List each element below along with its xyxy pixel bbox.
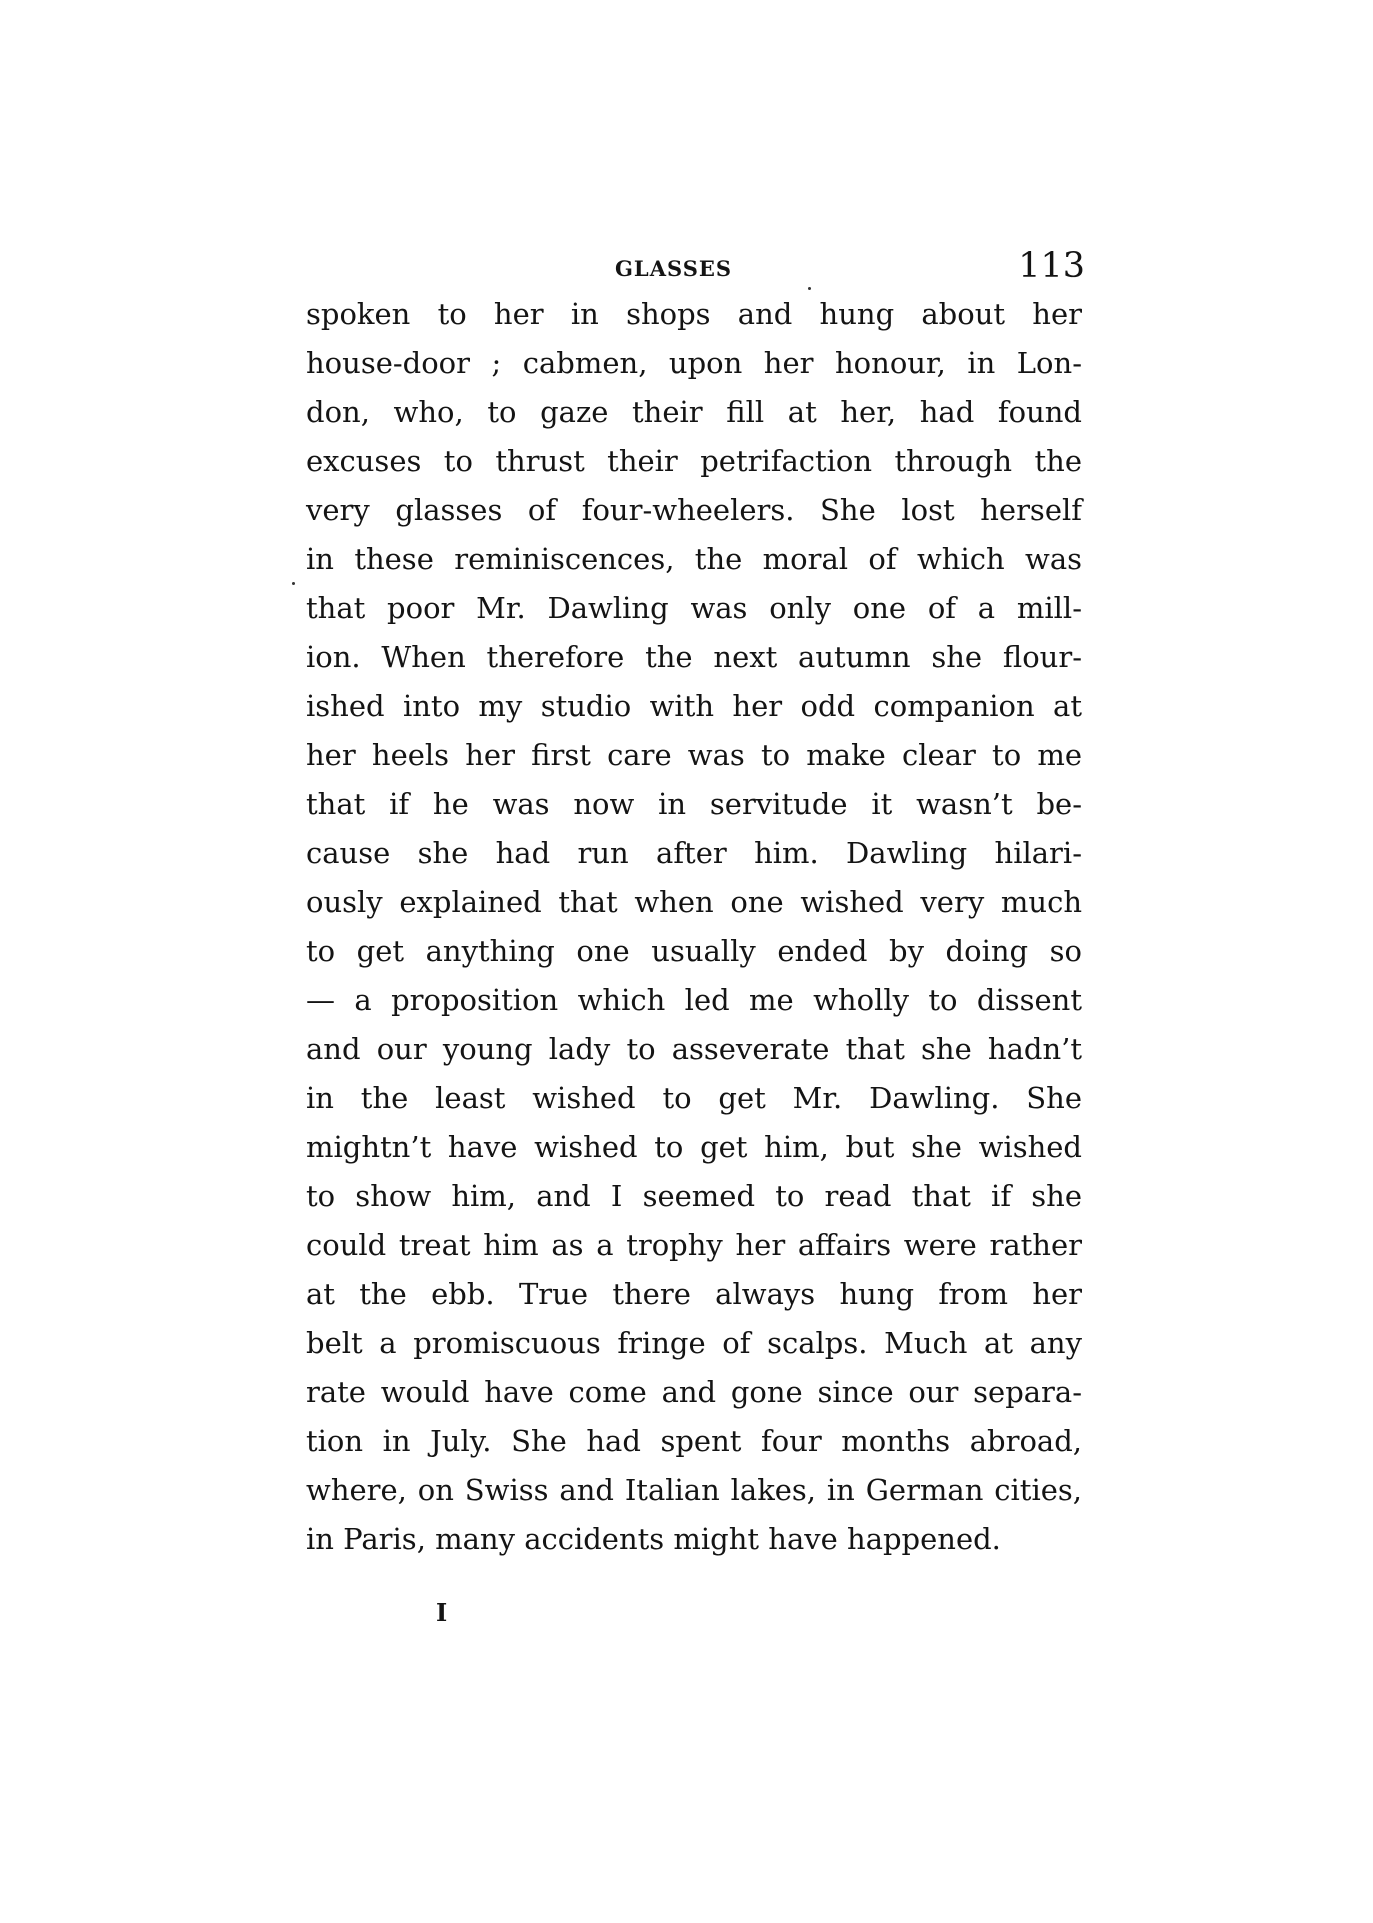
- running-head-title: GLASSES: [615, 256, 733, 281]
- text-line: don, who, to gaze their fill at her, had found: [306, 395, 1082, 429]
- text-line: could treat him as a trophy her affairs were rather: [306, 1228, 1082, 1262]
- text-line: excuses to thrust their petrifaction through the: [306, 444, 1082, 478]
- margin-ink-speck: [292, 582, 295, 585]
- text-line: cause she had run after him. Dawling hilari-: [306, 836, 1082, 870]
- text-line: ion. When therefore the next autumn she flour-: [306, 640, 1082, 674]
- text-line: ished into my studio with her odd companion at: [306, 689, 1082, 723]
- text-line: tion in July. She had spent four months abroad,: [306, 1424, 1082, 1458]
- text-line: her heels her first care was to make clear to me: [306, 738, 1082, 772]
- text-line-last: in Paris, many accidents might have happened.: [306, 1522, 1001, 1556]
- text-line: where, on Swiss and Italian lakes, in German cities,: [306, 1473, 1082, 1507]
- text-line: to get anything one usually ended by doing so: [306, 934, 1082, 968]
- running-head: [305, 246, 1085, 290]
- text-line: in these reminiscences, the moral of which was: [306, 542, 1082, 576]
- page-number: 113: [1018, 246, 1085, 286]
- text-line: very glasses of four-wheelers. She lost herself: [306, 493, 1082, 527]
- text-line: that poor Mr. Dawling was only one of a mill-: [306, 591, 1082, 625]
- signature-mark: I: [436, 1598, 448, 1627]
- text-line: ously explained that when one wished very much: [306, 885, 1082, 919]
- text-line: rate would have come and gone since our separa-: [306, 1375, 1082, 1409]
- text-line: belt a promiscuous fringe of scalps. Much at any: [306, 1326, 1082, 1360]
- text-line: and our young lady to asseverate that she hadn’t: [306, 1032, 1082, 1066]
- text-line: — a proposition which led me wholly to dissent: [306, 983, 1082, 1017]
- text-line: spoken to her in shops and hung about her: [306, 297, 1082, 331]
- text-line: house-door ; cabmen, upon her honour, in Lon-: [306, 346, 1082, 380]
- text-line: at the ebb. True there always hung from her: [306, 1277, 1082, 1311]
- text-line: to show him, and I seemed to read that if she: [306, 1179, 1082, 1213]
- text-line: that if he was now in servitude it wasn’t be-: [306, 787, 1082, 821]
- body-text: [306, 290, 1082, 1564]
- text-line: in the least wished to get Mr. Dawling. She: [306, 1081, 1082, 1115]
- text-line: mightn’t have wished to get him, but she wished: [306, 1130, 1082, 1164]
